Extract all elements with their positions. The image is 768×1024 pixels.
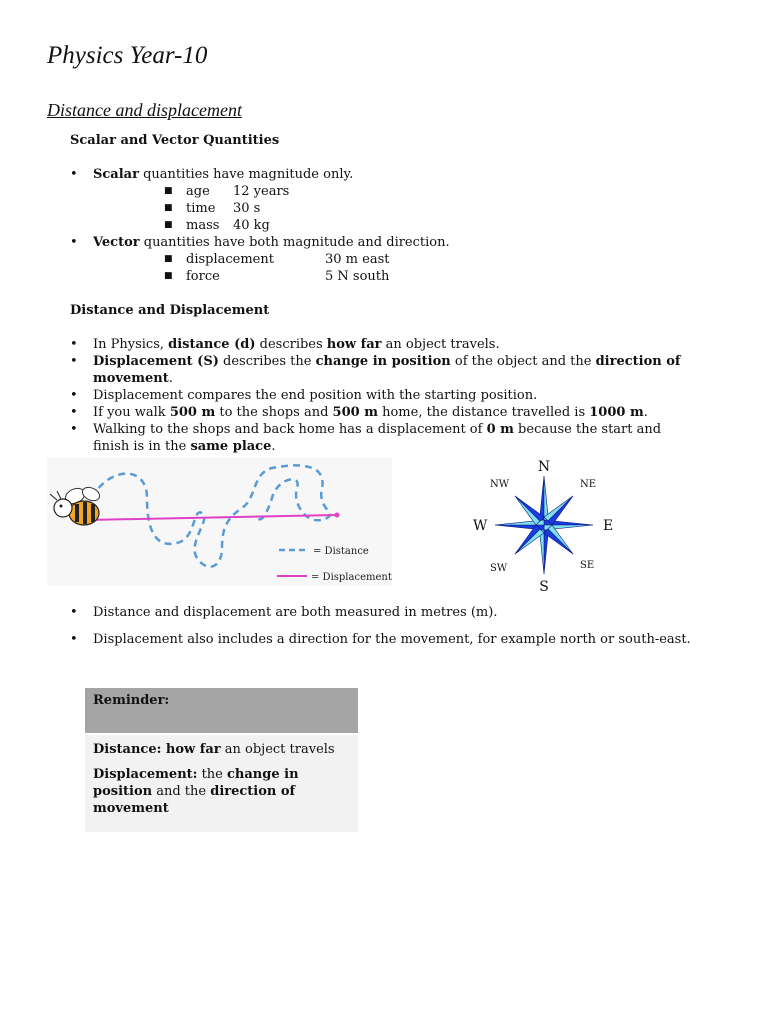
vector-bullet: Vector quantities have both magnitude and direction. [93, 235, 450, 250]
vector-item: force [186, 269, 220, 284]
comparison-text: Displacement compares the end position with the starting position. [93, 388, 538, 403]
bullet-marker: • [70, 167, 78, 182]
bee-path-diagram [47, 458, 392, 586]
reminder-body [85, 735, 358, 832]
compass-e: E [603, 518, 614, 534]
vector-item-value: 5 N south [325, 269, 390, 284]
bullet-marker: • [70, 354, 78, 369]
bullet-marker: • [70, 605, 78, 620]
compass-n: N [537, 459, 551, 475]
square-bullet: ■ [164, 186, 173, 196]
compass-sw: SW [490, 563, 508, 574]
square-bullet: ■ [164, 203, 173, 213]
definition-distance: In Physics, distance (d) describes how far an object travels. [93, 337, 500, 352]
return-example: Walking to the shops and back home has a displacement of 0 m because the start and [93, 422, 662, 437]
section-subtitle: Distance and displacement [47, 100, 242, 120]
legend-distance-label: = Distance [313, 546, 369, 557]
scalar-item: mass [186, 218, 220, 233]
scalar-item-value: 40 kg [233, 218, 270, 233]
vector-item: displacement [186, 252, 274, 267]
compass-star-icon [495, 476, 593, 574]
bullet-marker: • [70, 337, 78, 352]
compass-w: W [473, 518, 488, 534]
scalar-item-value: 12 years [233, 184, 290, 199]
scalar-bullet: Scalar quantities have magnitude only. [93, 167, 354, 182]
bullet-marker: • [70, 632, 78, 647]
bullet-marker: • [70, 422, 78, 437]
bullet-marker: • [70, 388, 78, 403]
compass-ne: NE [580, 479, 597, 490]
compass-nw: NW [490, 479, 510, 490]
scalar-vector-heading: Scalar and Vector Quantities [70, 133, 280, 148]
square-bullet: ■ [164, 254, 173, 264]
direction-text: Displacement also includes a direction for the movement, for example north or south-east. [93, 632, 691, 647]
square-bullet: ■ [164, 271, 173, 281]
legend-displacement-label: = Displacement [311, 572, 392, 583]
vector-item-value: 30 m east [325, 252, 390, 267]
diagram-background [47, 458, 392, 586]
units-text: Distance and displacement are both measured in metres (m). [93, 605, 498, 620]
definition-displacement-cont: movement. [93, 371, 173, 386]
bullet-marker: • [70, 235, 78, 250]
scalar-item: age [186, 184, 210, 199]
scalar-item: time [186, 201, 216, 216]
displacement-end-point [335, 513, 340, 518]
scalar-item-value: 30 s [233, 201, 261, 216]
square-bullet: ■ [164, 220, 173, 230]
bullet-marker: • [70, 405, 78, 420]
compass-s: S [539, 579, 549, 595]
page-title: Physics Year-10 [47, 42, 208, 69]
reminder-displacement: Displacement: the change in position and the direction of movement [93, 767, 299, 816]
definition-displacement: Displacement (S) describes the change in position of the object and the direction of [93, 354, 681, 369]
walk-example: If you walk 500 m to the shops and 500 m home, the distance travelled is 1000 m. [93, 405, 648, 420]
compass-rose [468, 456, 618, 596]
distance-displacement-heading: Distance and Displacement [70, 303, 270, 318]
return-example-cont: finish is in the same place. [93, 439, 276, 454]
compass-se: SE [580, 560, 595, 571]
reminder-heading: Reminder: [85, 688, 358, 733]
reminder-distance: Distance: how far an object travels [93, 742, 335, 757]
